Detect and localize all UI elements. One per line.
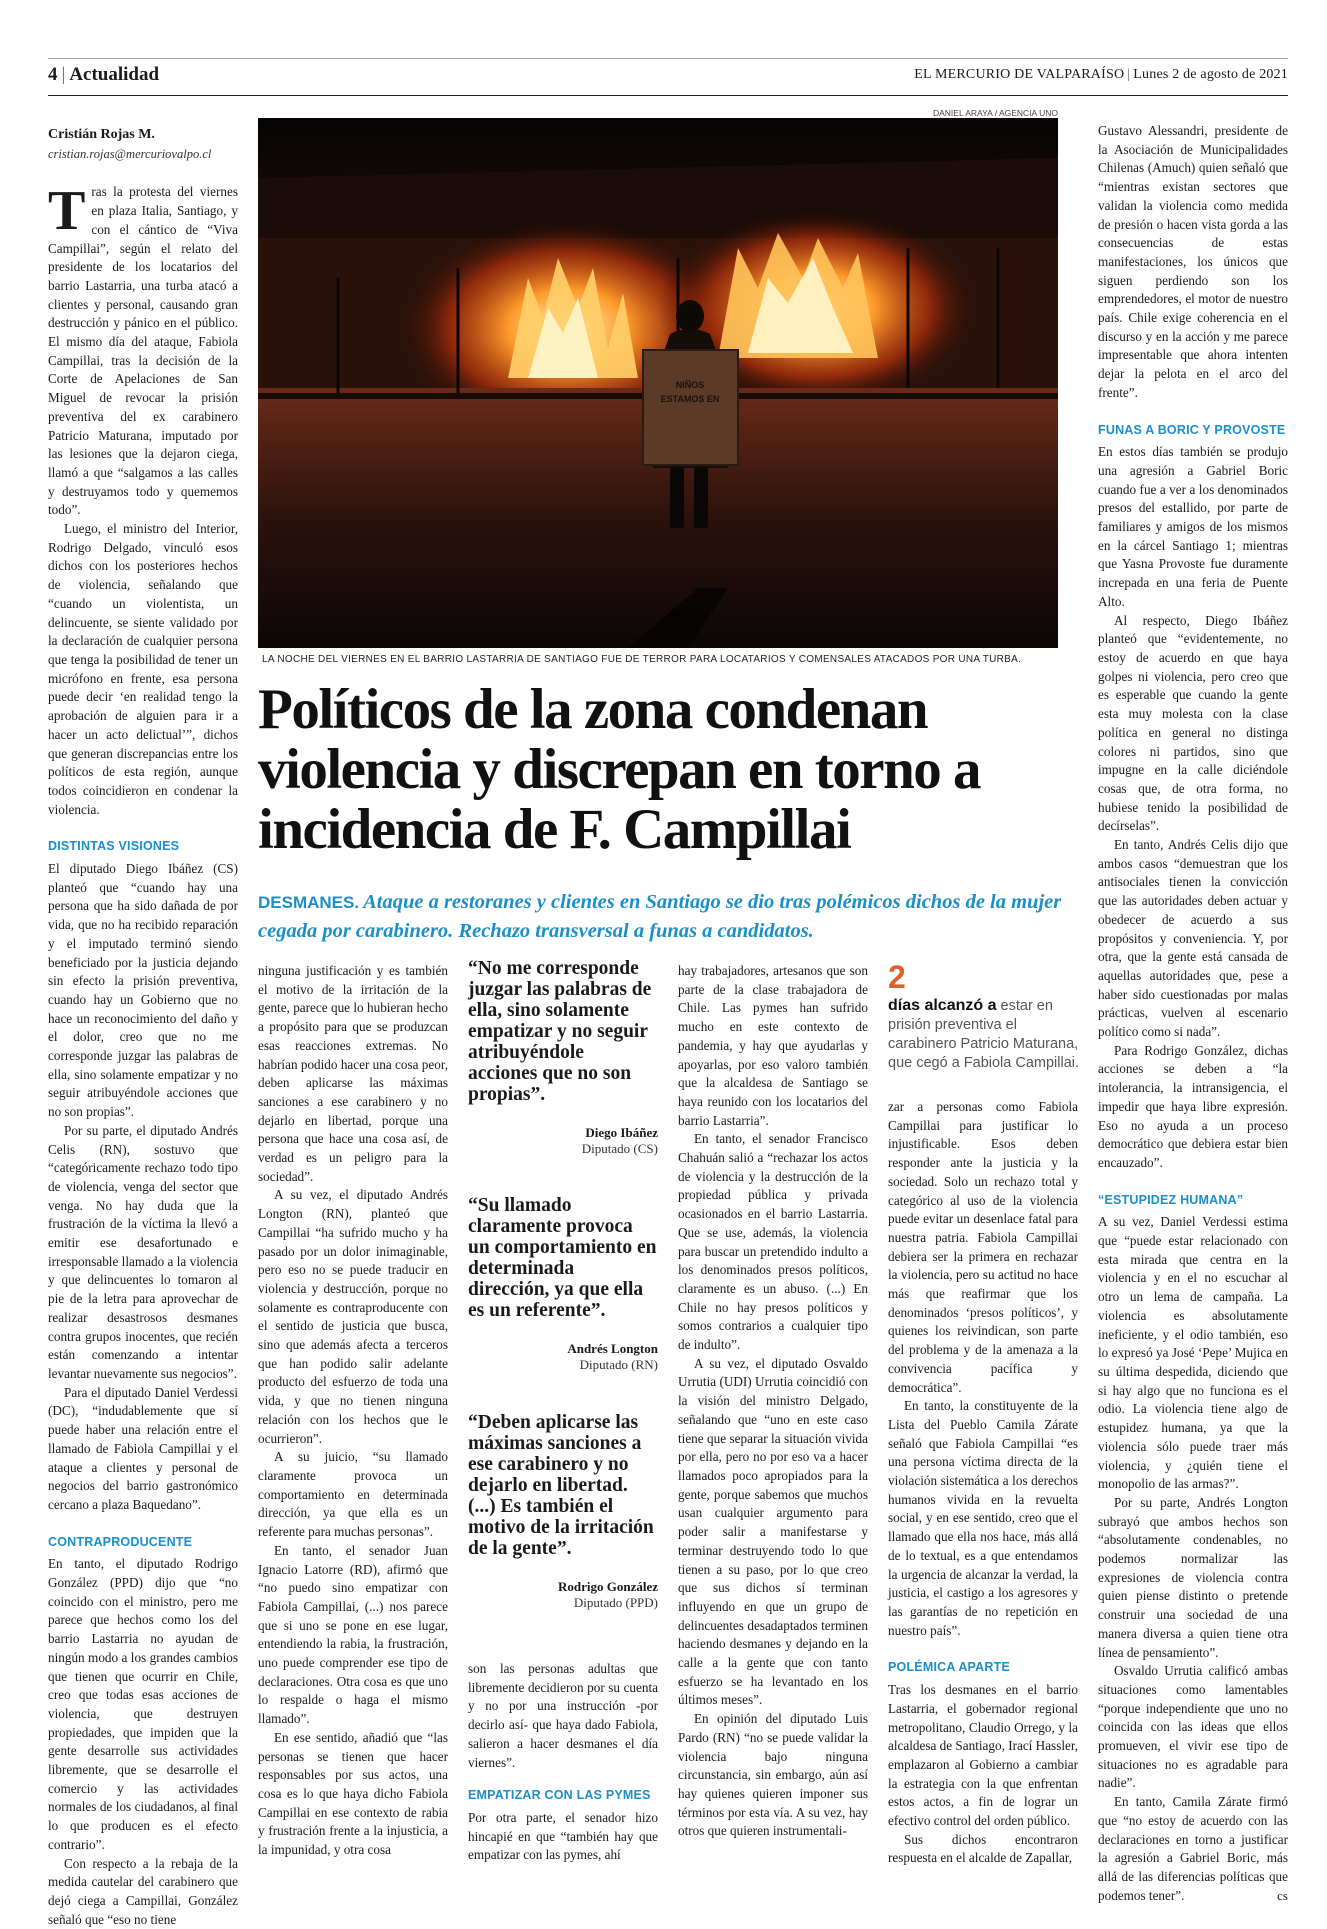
paragraph: En tanto, el senador Francisco Chahuán salió a “rechazar los actos de violencia y la destrucción de la propiedad pública y privada ocasionados en el barrio Lastarria. Que se use, además, la violencia para buscar un pretendido indulto a los denominados presos políticos, claramente es un abuso. (...) En Chile no hay presos políticos y somos contrarios a cualquier tipo de indulto”. [678,1131,868,1353]
quote-role: Diputado (RN) [579,1357,658,1372]
paragraph: En tanto, el senador Juan Ignacio Latorre (RD), afirmó que “no puedo sino empatizar con Fabiola Campillai, (...) nos parece que si uno se pone en ese lugar, entendiendo la rabia, la frustración, uno puede comprender ese tipo de declaraciones. Otra cosa es que uno lo respalde o haga el mismo llamado”. [258,1542,448,1727]
paragraph: Por su parte, el diputado Andrés Celis (RN), sostuvo que “categóricamente rechazo todo tipo de violencia, venga del sector que venga. No hay duda que la frustración de la víctima la llevó a emitir ese desafortunado e irresponsable llamado a la violencia y que delincuentes lo tomaron al pie de la letra para aprovechar de realizar desastrosos desmanes contra grupos inocentes, que recién están comenzando a intentar levantar nuevamente sus negocios”. [48,1122,238,1381]
paragraph: zar a personas como Fabiola Campillai para justificar lo injustificable. Esos deben responder ante la justicia y la sociedad. Solo un rechazo total y categórico al uso de la violencia puede evitar un desenlace fatal para nuestra patria. Fabiola Campillai debiera ser la primera en rechazar la violencia, pero su actitud no hace más que reafirmar que los denominados ‘presos políticos’, y quienes los reivindican, son parte del problema y de la amenaza a la convivencia pacífica y democrática”. [888,1099,1078,1395]
column-5 [888,1098,1078,1868]
fact-text: días alcanzó a estar en prisión preventiva el carabinero Patricio Maturana, que cegó a Fabiola Campillai. [888,997,1080,1071]
paragraph: Tras la protesta del viernes en plaza Italia, Santiago, y con el cántico de “Viva Campillai”, según el relato del presidente de los locatarios del barrio Lastarria, una turba atacó a clientes y personal, causando gran destrucción y pánico en el público. El mismo día del ataque, Fabiola Campillai, tras la decisión de la Corte de Apelaciones de San Miguel de revocar la prisión preventiva del ex carabinero Patricio Maturana, imputado por las lesiones que la dejaron ciega, llamó a que “salgamos a las calles y destruyamos todo y quememos todo”. [48,180,238,518]
paragraph: A su vez, el diputado Andrés Longton (RN), planteó que Campillai “ha sufrido mucho y ha pasado por un dolor inimaginable, pero eso no se puede traducir en violencia y destrucción, porque no solamente es contraproducente con el sentido de justicia que busca, sino que además afecta a terceros que han podido salir adelante producto del esfuerzo de toda una vida, y que no tienen ninguna relación con los hechos que le ocurrieron”. [258,1187,448,1446]
paragraph: Para el diputado Daniel Verdessi (DC), “indudablemente que sí puede haber una relación entre el llamado de Fabiola Campillai y el ataque a clientes y personal de negocios del barrio gastronómico cercano a plaza Baquedano”. [48,1384,238,1512]
pull-quote [468,958,658,1157]
paragraph: En tanto, la constituyente de la Lista del Pueblo Camila Zárate señaló que Fabiola Campillai “es una persona víctima directa de la violación sistemática a los derechos humanos vivida en la revuelta social, y en ese sentido, creo que el llamado que ella nos hace, más allá de lo textual, es a que entendamos la urgencia de alcanzar la verdad, la justicia, el castigo a los agresores y las garantías de no repetición en nuestro país”. [888,1398,1078,1638]
paragraph: Osvaldo Urrutia calificó ambas situaciones como lamentables “porque independiente que uno no coincida con las ideas que ellos promueven, el vivir ese tipo de situaciones no es agradable para nadie”. [1098,1663,1288,1791]
quote-text: “Su llamado claramente provoca un comportamiento en determinada dirección, ya que ella es un referente”. [468,1195,657,1321]
paragraph: Tras los desmanes en el barrio Lastarria, el gobernador regional metropolitano, Claudio Orrego, y la alcaldesa de Santiago, Irací Hassler, emplazaron al Gobierno a cambiar la estrategia con la que enfrentan estos actos, a fin de lograr un efectivo control del orden público. [888,1682,1078,1829]
page-number: 4 [48,64,58,85]
publication-date: Lunes 2 de agosto de 2021 [1133,67,1288,82]
quote-text: “Deben aplicarse las máximas sanciones a ese carabinero y no dejarlo en libertad. (...) Es también el motivo de la irritación de la gente”. [468,1412,654,1559]
paragraph: En tanto, Andrés Celis dijo que ambos casos “demuestran que los antisociales tienen la convicción que las autoridades deben actuar y obedecer de acuerdo a sus propósitos y conveniencia. Y, por otra, que la gente está cansada de aquellas autoridades que, pese a haber sido cuestionadas por malas prácticas, vuelven al escenario político como si nada”. [1098,837,1288,1040]
section-name: Actualidad [69,64,160,85]
paragraph: A su juicio, “su llamado claramente provoca un comportamiento en determinada dirección, ya que ella es un referente para muchas personas”. [258,1449,448,1540]
subhead-polemica-aparte: POLÉMICA APARTE [888,1660,1010,1675]
fact-box [888,960,1083,1073]
paragraph: A su vez, Daniel Verdessi estima que “puede estar relacionado con esta mirada que centra en la violencia y en el no escuchar al otro un lema de campaña. La violencia es absolutamente ineficiente, y el odio también, eso lo expresó ya José ‘Pepe’ Mujica en su última despedida, diciendo que si hay algo que no funciona es el odio. La violencia tiene algo de estupidez humana, ya que la violencia sólo puede traer más violencia, y ¿quién tiene el monopolio de las armas?”. [1098,1214,1288,1492]
quote-author: Rodrigo González [557,1579,658,1594]
paragraph: Por otra parte, el senador hizo hincapié en que “también hay que empatizar con las pymes, ahí [468,1809,658,1863]
subhead-empatizar: EMPATIZAR CON LAS PYMES [468,1788,651,1803]
fact-number: 2 [888,959,906,995]
pull-quote [468,1412,658,1611]
column-3-bottom [468,1660,658,1865]
quote-author: Diego Ibáñez [585,1125,658,1140]
paragraph: A su vez, el diputado Osvaldo Urrutia (UDI) Urrutia coincidió con la visión del ministro Delgado, señalando que “uno en este caso tiene que separar la situación vivida por ella, pero no por eso va a hacer llamados poco apropiados para la gente, porque sabemos que muchos usan cualquier argumento para poder salir a manifestarse y terminar destruyendo todo lo que tienen a su paso, por lo que creo que sus dichos sí terminan influyendo en que un grupo de delincuentes desadaptados terminen haciendo desmanes y dejando en la calle a la gente que con tanto esfuerzo se ha levantado en los últimos meses”. [678,1355,868,1708]
paragraph: hay trabajadores, artesanos que son parte de la clase trabajadora de Chile. Las pymes han sufrido mucho en este contexto de pandemia, y hay que ayudarlas y apoyarlas, por eso valoro también que la alcaldesa de Santiago se haya reunido con los locatarios del barrio Lastarria”. [678,963,868,1128]
publication-info: EL MERCURIO DE VALPARAÍSO | Lunes 2 de agosto de 2021 [914,67,1288,82]
header-rule [48,58,1288,59]
paragraph: Sus dichos encontraron respuesta en el alcalde de Zapallar, [888,1831,1078,1866]
publication-name: EL MERCURIO DE VALPARAÍSO [914,67,1125,82]
paragraph: son las personas adultas que libremente decidieron por su cuenta y no por una instrucción -por decirlo así- que haya dado Fabiola, salieron a hacer desmanes el día viernes”. [468,1661,658,1770]
byline-name: Cristián Rojas M. [48,127,155,142]
subhead-estupidez-humana: “ESTUPIDEZ HUMANA” [1098,1192,1244,1207]
paragraph: Con respecto a la rebaja de la medida cautelar del carabinero que dejó ciega a Campillai, González señaló que “eso no tiene [48,1855,238,1927]
subhead-contraproducente: CONTRAPRODUCENTE [48,1534,193,1549]
quote-author: Andrés Longton [567,1341,658,1356]
fire-scene-image [258,118,1058,648]
lede [258,888,1078,945]
protest-sign-text: NIÑOS [675,380,705,390]
paragraph: Por su parte, Andrés Longton subrayó que ambos hechos son “absolutamente condenables, no podemos normalizar las expresiones de violencia contra quien piense distinto o pretende construir una sociedad de una manera diversa a quien tiene otra línea de pensamiento”. [1098,1494,1288,1660]
paragraph: Al respecto, Diego Ibáñez planteó que “evidentemente, no estoy de acuerdo en que haya golpes ni violencia, pero creo que es esperable que cuando la gente esta muy molesta con la clase política en general no distinga colores ni partidos, sino que impugne en la calle diciéndole cosas que, de otra forma, no hubiese tenido la posibilidad de decírselas”. [1098,612,1288,834]
pull-quote [468,1195,658,1373]
column-1 [48,126,238,1929]
end-mark: cs [1277,1887,1288,1903]
paragraph: El diputado Diego Ibáñez (CS) planteó que “cuando hay una persona que ha sido dañada de por vida, que no ha recibido reparación y el imputado terminó siendo beneficiado por la justicia dejando sin efecto la prisión preventiva, cuando hay un Gobierno que no hace un reconocimiento del daño y el dolor, creo que no me corresponde juzgar las palabras de ella, sino solamente empatizar y no seguir atribuyéndole acciones que no son propias”. [48,861,238,1120]
svg-text:ESTAMOS EN: ESTAMOS EN [660,394,720,404]
section-label: 4 | Actualidad [48,64,160,85]
paragraph: En ese sentido, añadió que “las personas se tienen que hacer responsables por sus actos, una cosa es lo que haya dicho Fabiola Campillai en ese contexto de rabia y frustración frente a la injusticia, a la impunidad, y otra cosa [258,1729,448,1858]
paragraph: Luego, el ministro del Interior, Rodrigo Delgado, vinculó esos dichos con los posteriores hechos de violencia, señalando que “cuando un violentista, un delincuente, se siente validado por la declaración de cualquier persona que tenga la posibilidad de tener un micrófono en frente, esa persona puede decir ‘en realidad tengo la aprobación de alguien para ir a hacer un acto delictual’”, dichos que generan discrepancias entre los políticos de esta región, aunque todos coincidieron en condenar la violencia. [48,521,238,817]
headline: Políticos de la zona condenan violencia y discrepan en torno a incidencia de F. Campillai [258,678,981,861]
column-2 [258,962,448,1860]
paragraph: Para Rodrigo González, dichas acciones se deben a “la intolerancia, la intransigencia, el impedir que haya libre expresión. Eso no ayuda a un proceso democrático que debiera estar bien encauzado”. [1098,1042,1288,1170]
quote-text: “No me corresponde juzgar las palabras de ella, sino solamente empatizar y no seguir atribuyéndole acciones que no son propias”. [468,958,652,1105]
paragraph: ninguna justificación y es también el motivo de la irritación de la gente, parece que lo hubieran hecho a propósito para que se produzcan esas reacciones extremas. No habrían podido hacer una cosa peor, deben aplicarse las máximas sanciones a ese carabinero y no dejarlo en libertad, porque una persona que hace una cosa así, de verdad es un peligro para la sociedad”. [258,963,448,1184]
photo-caption: LA NOCHE DEL VIERNES EN EL BARRIO LASTARRIA DE SANTIAGO FUE DE TERROR PARA LOCATARIOS Y COMENSALES ATACADOS POR UNA TURBA. [262,654,1022,665]
drop-cap: T [48,180,86,243]
paragraph: En tanto, Camila Zárate firmó que “no estoy de acuerdo con las declaraciones en torno a justificar la agresión a Gabriel Boric, más allá de las diferencias políticas que podemos tener”. cs [1098,1793,1288,1905]
paragraph: Gustavo Alessandri, presidente de la Asociación de Municipalidades Chilenas (Amuch) quien señaló que “mientras existan sectores que validan la violencia como medida de presión o hacen vista gorda a las consecuencias de estas manifestaciones, los únicos que siguen perdiendo son los emprendedores, el motor de nuestro país. Chile exige coherencia en el discurso y en la acción y me parece impresentable que ahora intenten dejar la pelota en el arco del frente”. [1098,123,1288,400]
lede-text: Ataque a restoranes y clientes en Santiago se dio tras polémicos dichos de la mujer cegada por carabinero. Rechazo transversal a funas a candidatos. [258,891,1062,942]
lead-photo [258,118,1058,648]
byline-email: cristian.rojas@mercuriovalpo.cl [48,146,212,161]
column-4 [678,962,868,1841]
subhead-distintas-visiones: DISTINTAS VISIONES [48,839,180,854]
quote-role: Diputado (PPD) [573,1595,658,1610]
subhead-funas: FUNAS A BORIC Y PROVOSTE [1098,422,1286,437]
fact-bold: días alcanzó a [888,997,997,1014]
photo-credit: DANIEL ARAYA / AGENCIA UNO [932,108,1058,118]
paragraph: En estos días también se produjo una agresión a Gabriel Boric cuando fue a ver a los denominados presos del estallido, por parte de familiares y amigos de los mismos en la cárcel Santiago 1; mientras que Yasna Provoste fue duramente increpada en una feria de Puente Alto. [1098,444,1288,609]
column-6 [1098,122,1288,1905]
paragraph: En tanto, el diputado Rodrigo González (PPD) dijo que “no coincido con el ministro, pero me parece que hechos como los del barrio Lastarria no ayudan de ningún modo a los grandes cambios que tienen que ocurrir en Chile, creo que todas esas acciones de violencia, que destruyen propiedades, que impiden que la gente desarrolle sus actividades libremente, que se desarrolle el comercio y las actividades normales de los ciudadanos, al final lo que producen es el efecto contrario”. [48,1556,238,1852]
lede-kicker: DESMANES. [258,893,360,912]
paragraph: En opinión del diputado Luis Pardo (RN) “no se puede validar la violencia bajo ninguna circunstancia, sin embargo, aún así hay quienes quieren imponer sus términos por esta vía. A su vez, hay otros que quieren instrumentali- [678,1711,868,1839]
quote-role: Diputado (CS) [581,1141,658,1156]
page-header [48,58,1288,96]
